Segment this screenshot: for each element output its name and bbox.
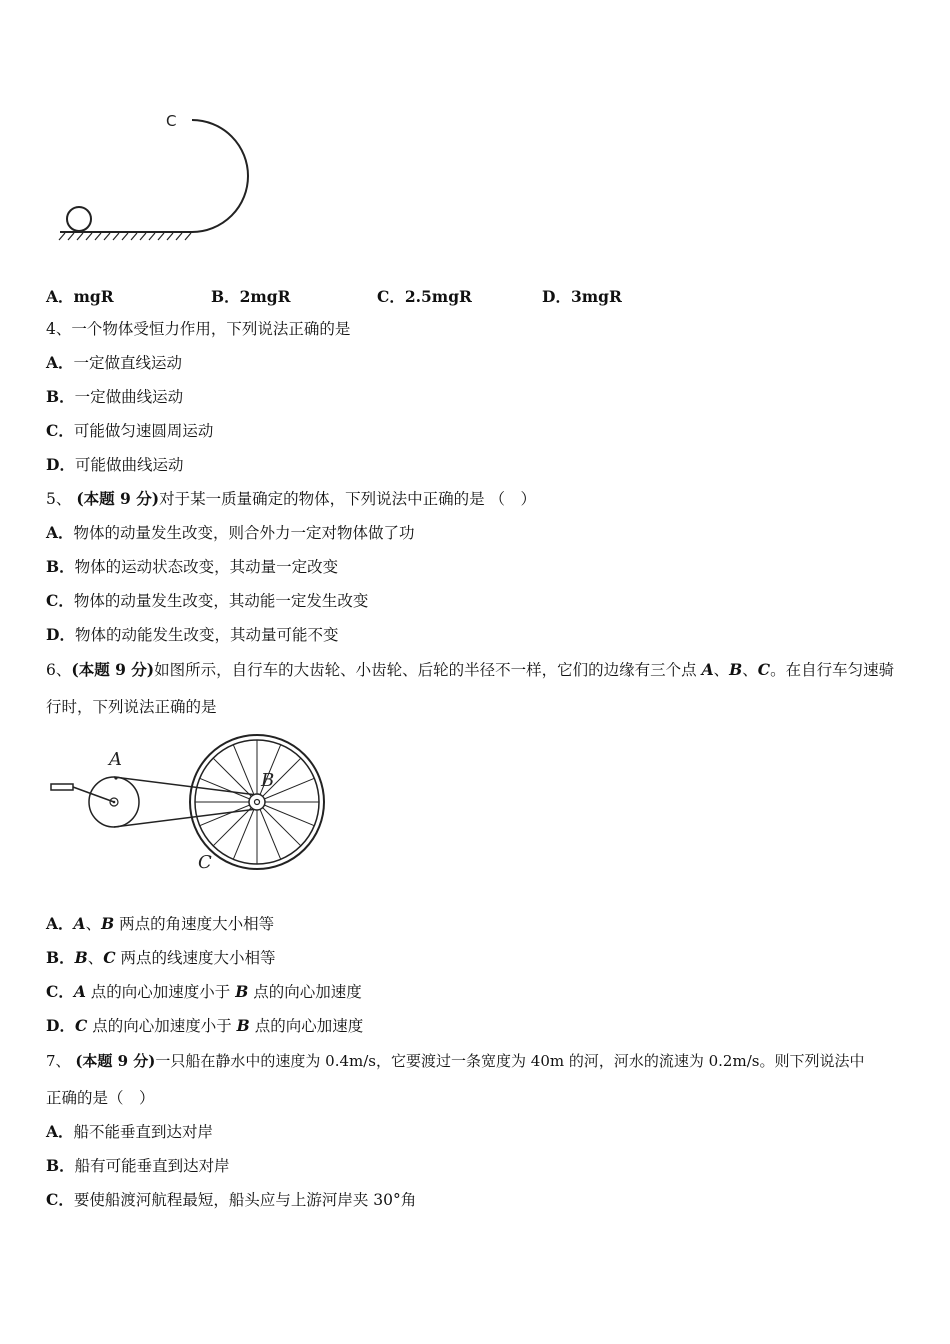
q6-option-c[interactable]: C．A 点的向心加速度小于 B 点的向心加速度 [46,982,362,1001]
q5-option-b[interactable]: B．物体的运动状态改变，其动量一定改变 [46,557,339,576]
ball [67,207,91,231]
q4-stem: 4、一个物体受恒力作用，下列说法正确的是 [46,320,351,338]
q6-stem-cont: 行时，下列说法正确的是 [46,698,217,716]
q6-option-a[interactable]: A．A、B 两点的角速度大小相等 [46,914,275,933]
small-gear [249,794,265,810]
q4-option-d[interactable]: D．可能做曲线运动 [46,455,184,474]
q4-option-c[interactable]: C．可能做匀速圆周运动 [46,421,214,440]
point-c-label: C [166,112,177,130]
point-a-label: A [109,749,122,770]
q3-option-d[interactable]: D．3mgR [542,287,622,306]
q6-option-d[interactable]: D．C 点的向心加速度小于 B 点的向心加速度 [46,1016,364,1035]
loop-track-figure [55,105,255,245]
q7-stem-cont: 正确的是（ ） [46,1089,155,1107]
bicycle-wheel-figure [48,738,333,878]
q5-option-a[interactable]: A．物体的动量发生改变，则合外力一定对物体做了功 [46,523,415,542]
q4-option-a[interactable]: A．一定做直线运动 [46,353,183,372]
q6-option-b[interactable]: B．B、C 两点的线速度大小相等 [46,948,276,967]
q7-option-b[interactable]: B．船有可能垂直到达对岸 [46,1156,230,1175]
q5-option-d[interactable]: D．物体的动能发生改变，其动量可能不变 [46,625,339,644]
q7-option-c[interactable]: C．要使船渡河航程最短，船头应与上游河岸夹 30°角 [46,1190,417,1209]
point-b-label: B [261,770,275,791]
q3-option-a[interactable]: A．mgR [46,287,114,306]
q6-stem: 6、(本题 9 分)如图所示，自行车的大齿轮、小齿轮、后轮的半径不一样，它们的边缘有三个点 A、B、C。在自行车匀速骑 [46,660,895,679]
pedal [51,784,73,790]
q3-option-b[interactable]: B．2mgR [211,287,291,306]
q7-stem: 7、 (本题 9 分)一只船在静水中的速度为 0.4m/s，它要渡过一条宽度为 40m 的河，河水的流速为 0.2m/s。则下列说法中 [46,1052,865,1070]
q5-stem: 5、 (本题 9 分)对于某一质量确定的物体，下列说法中正确的是 （ ） [46,489,536,508]
q4-option-b[interactable]: B．一定做曲线运动 [46,387,184,406]
q7-option-a[interactable]: A．船不能垂直到达对岸 [46,1122,214,1141]
point-c-label: C [198,852,212,873]
q3-option-c[interactable]: C．2.5mgR [377,287,472,306]
q5-option-c[interactable]: C．物体的动量发生改变，其动能一定发生改变 [46,591,369,610]
loop-track [192,120,248,232]
